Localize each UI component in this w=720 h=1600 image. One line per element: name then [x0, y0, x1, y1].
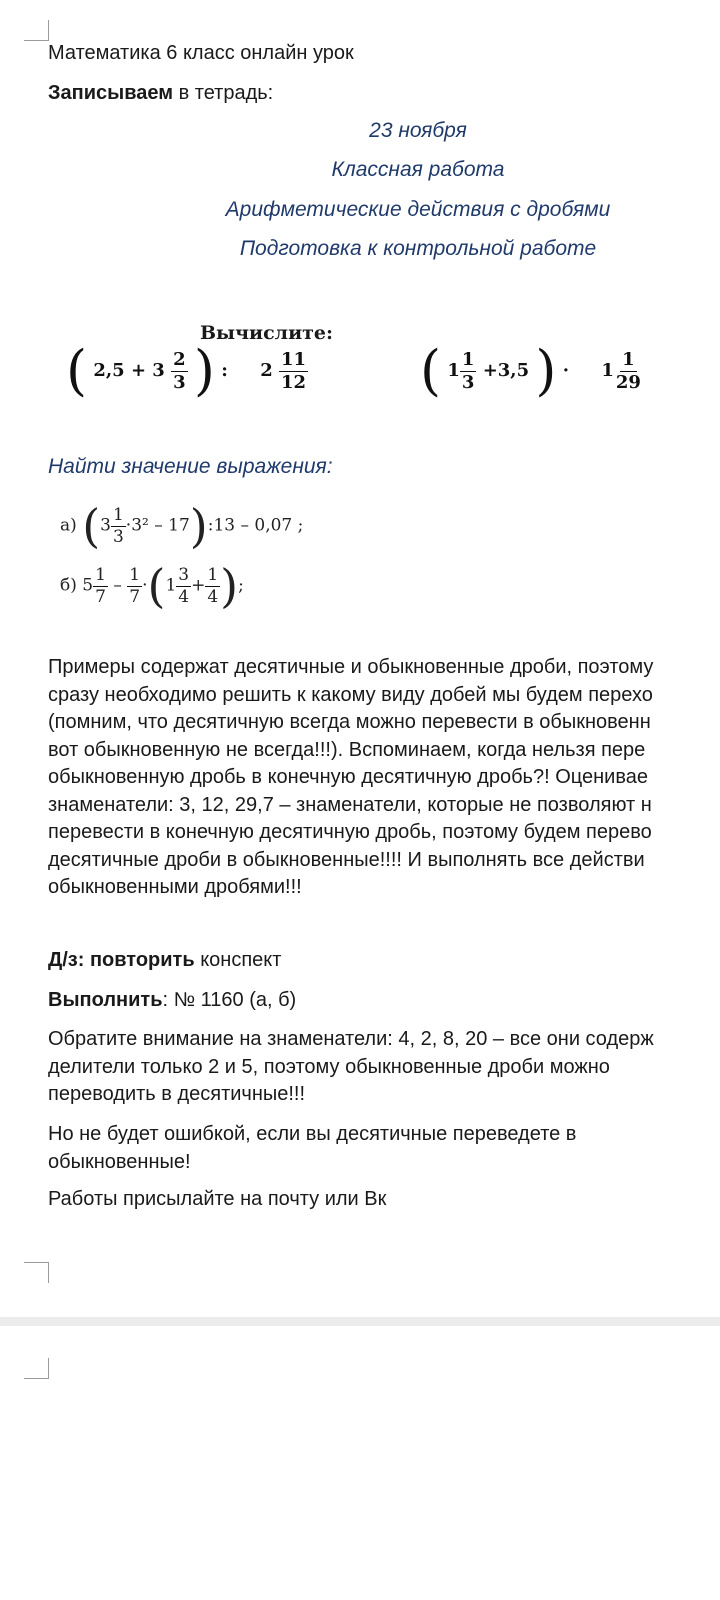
note-line: обыкновенные! — [48, 1150, 191, 1173]
denominator: 12 — [281, 371, 307, 393]
denominator: 7 — [129, 586, 141, 607]
denominator: 3 — [173, 371, 186, 393]
numerator: 1 — [622, 348, 635, 370]
expr1-whole: 2 — [260, 360, 273, 381]
task-b-dot: · — [142, 575, 148, 596]
compute-heading: Вычислите: — [200, 322, 334, 344]
denominator: 29 — [615, 371, 641, 393]
paren-close: ) — [535, 339, 557, 402]
paren-close: ) — [220, 559, 239, 613]
homework-line — [48, 949, 281, 972]
page-corner-mark-top — [24, 20, 49, 41]
explanation-line: Примеры содержат десятичные и обыкновенные дроби, поэтому — [48, 656, 654, 678]
write-rest: в тетрадь: — [173, 82, 274, 104]
compute-expression-2 — [420, 339, 643, 402]
explanation-line: обыкновенными дробями!!! — [48, 876, 302, 898]
numerator: 11 — [281, 348, 307, 370]
numerator: 1 — [461, 348, 475, 370]
write-instruction — [48, 82, 273, 105]
note-denominators — [48, 1026, 720, 1109]
prep-heading: Подготовка к контрольной работе — [239, 237, 597, 260]
task-b-tail: ; — [238, 575, 244, 596]
explanation-line: вот обыкновенную не всегда!!!). Вспоминаем, когда нельзя пере — [48, 738, 646, 761]
numerator: 3 — [178, 564, 190, 585]
assignment-line — [48, 989, 296, 1012]
task-a-tail: :13 – 0,07 ; — [207, 515, 304, 536]
task-a-middle: ·3² – 17 — [125, 515, 190, 536]
explanation-line: десятичные дроби в обыкновенные!!!! И выполнять все действи — [48, 848, 645, 871]
task-heading: Найти значение выражения: — [48, 455, 333, 478]
theme-heading: Арифметические действия с дробями — [225, 198, 611, 221]
paren-open: ( — [147, 559, 166, 613]
paren-close: ) — [193, 339, 215, 402]
paren-close: ) — [189, 499, 208, 553]
numerator: 2 — [173, 348, 186, 370]
note-line: Обратите внимание на знаменатели: 4, 2, 8, 20 – все они содерж — [48, 1028, 654, 1050]
denominator: 4 — [178, 586, 190, 607]
expr1-op: : — [221, 360, 228, 381]
expr1-fraction — [171, 348, 188, 393]
task-a-expression — [60, 499, 304, 553]
explanation-line: перевести в конечную десятичную дробь, поэтому будем перево — [48, 821, 652, 843]
expr1-divisor-fraction — [279, 348, 308, 393]
numerator: 1 — [112, 504, 124, 525]
note-line: делители только 2 и 5, поэтому обыкновенные дроби можно — [48, 1055, 610, 1078]
task-b-expression — [60, 559, 244, 613]
next-page-corner-mark — [24, 1358, 49, 1379]
explanation-line: обыкновенную дробь в конечную десятичную дробь?! Оценивае — [48, 766, 648, 788]
work-type-heading: Классная работа — [331, 158, 505, 181]
expr1-sum: 2,5 + 3 — [93, 360, 165, 381]
explanation-line: знаменатели: 3, 12, 29,7 – знаменатели, которые не позволяют н — [48, 793, 652, 816]
note-line: Но не будет ошибкой, если вы десятичные переведете в — [48, 1123, 577, 1145]
lesson-title: Математика 6 класс онлайн урок — [48, 42, 354, 64]
homework-bold: Д/з: повторить — [48, 949, 195, 971]
page-corner-mark-bottom — [24, 1262, 49, 1283]
explanation-paragraph — [48, 654, 720, 902]
send-instructions: Работы присылайте на почту или Вк — [48, 1188, 387, 1210]
homework-rest: конспект — [194, 949, 282, 971]
task-b-whole: 5 — [82, 575, 94, 596]
task-b-minus: – — [113, 575, 122, 596]
paren-open: ( — [66, 339, 88, 402]
task-b-plus: + — [191, 575, 206, 596]
expr2-multiplier-fraction — [614, 348, 643, 393]
page-separator — [0, 1317, 720, 1326]
task-a-fraction — [111, 504, 126, 547]
explanation-line: сразу необходимо решить к какому виду добей мы будем перехо — [48, 683, 653, 706]
assignment-bold: Выполнить — [48, 989, 163, 1011]
date-heading: 23 ноября — [369, 119, 467, 142]
paren-open: ( — [82, 499, 101, 553]
task-b-fraction-4 — [205, 564, 220, 607]
paren-open: ( — [420, 339, 442, 402]
task-b-fraction-3 — [176, 564, 191, 607]
numerator: 1 — [95, 564, 106, 585]
expr2-whole-2: 1 — [601, 360, 614, 381]
expr2-fraction — [460, 348, 477, 393]
note-no-error — [48, 1121, 720, 1176]
note-line: переводить в десятичные!!! — [48, 1083, 306, 1105]
task-b-fraction-2 — [127, 564, 142, 607]
compute-expression-1 — [66, 339, 308, 402]
denominator: 3 — [112, 526, 124, 547]
task-a-label: а) — [60, 515, 77, 536]
task-b-fraction-1 — [93, 564, 108, 607]
task-b-label: б) — [60, 575, 77, 596]
numerator: 1 — [207, 564, 219, 585]
numerator: 1 — [129, 564, 141, 585]
task-b-whole-2: 1 — [165, 575, 177, 596]
expr2-op: · — [562, 360, 570, 381]
denominator: 3 — [461, 371, 475, 393]
denominator: 4 — [207, 586, 219, 607]
expr2-plus: +3,5 — [482, 360, 530, 381]
explanation-line: (помним, что десятичную всегда можно перевести в обыкновенн — [48, 711, 651, 733]
denominator: 7 — [95, 586, 106, 607]
assignment-rest: : № 1160 (а, б) — [162, 989, 297, 1011]
task-a-whole: 3 — [100, 515, 111, 536]
expr2-whole: 1 — [447, 360, 460, 381]
write-bold: Записываем — [48, 82, 174, 104]
